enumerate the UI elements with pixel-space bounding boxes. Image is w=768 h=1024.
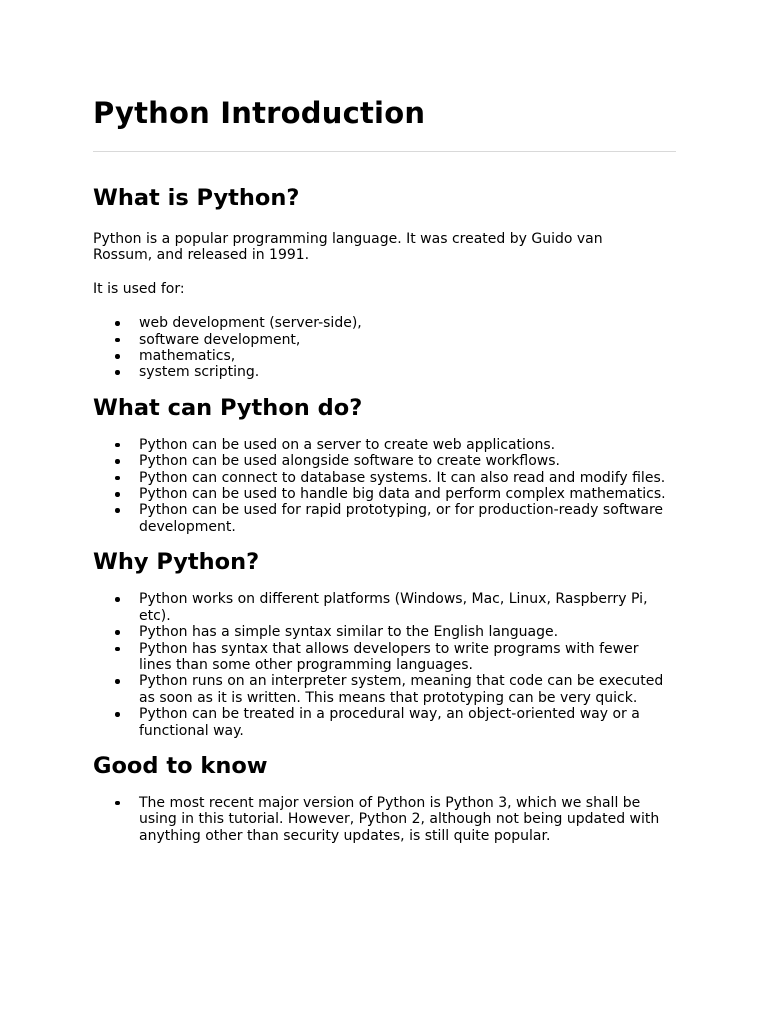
list-item: Python can be used for rapid prototyping, or for production-ready software development. <box>139 502 674 535</box>
list-item: system scripting. <box>139 364 674 380</box>
page-title: Python Introduction <box>93 96 426 130</box>
good-to-know-list <box>93 795 674 844</box>
list-item: Python works on different platforms (Windows, Mac, Linux, Raspberry Pi, etc). <box>139 591 674 624</box>
list-item: Python can connect to database systems. It can also read and modify files. <box>139 470 674 486</box>
section-heading-why-python: Why Python? <box>93 549 260 576</box>
list-item: web development (server-side), <box>139 315 674 331</box>
reasons-list <box>93 591 674 739</box>
section-heading-what-is-python: What is Python? <box>93 185 300 211</box>
intro-paragraph: Python is a popular programming language. It was created by Guido van Rossum, and released in 1991. <box>93 231 603 264</box>
list-item: Python can be used to handle big data and perform complex mathematics. <box>139 486 674 502</box>
list-item: Python can be treated in a procedural way, an object-oriented way or a functional way. <box>139 706 674 739</box>
section-heading-what-can-python-do: What can Python do? <box>93 394 363 421</box>
title-divider <box>93 151 676 152</box>
capabilities-list <box>93 437 674 535</box>
list-item: Python has syntax that allows developers to write programs with fewer lines than some other programming languages. <box>139 641 674 674</box>
list-item: Python can be used on a server to create web applications. <box>139 437 674 453</box>
list-item: Python has a simple syntax similar to the English language. <box>139 624 674 640</box>
list-item: Python runs on an interpreter system, meaning that code can be executed as soon as it is written. This means that prototyping can be very quick. <box>139 673 674 706</box>
section-heading-good-to-know: Good to know <box>93 752 268 779</box>
list-item: The most recent major version of Python is Python 3, which we shall be using in this tutorial. However, Python 2, although not being updated with anything other than security updates, is still quite popular. <box>139 795 674 844</box>
list-item: mathematics, <box>139 348 674 364</box>
used-for-paragraph: It is used for: <box>93 280 185 297</box>
list-item: software development, <box>139 332 674 348</box>
list-item: Python can be used alongside software to create workflows. <box>139 453 674 469</box>
uses-list <box>93 315 674 381</box>
